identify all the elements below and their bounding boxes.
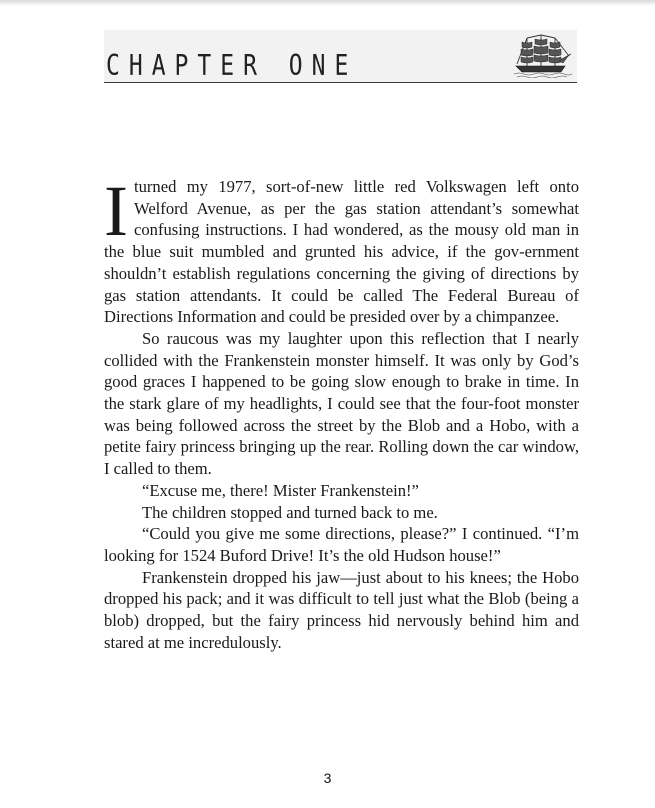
paragraph: Frankenstein dropped his jaw—just about to his knees; the Hobo dropped his pack; and it was difficult to tell just what the Blob (being a blob) dropped, but the fairy princess hid nervously behind him and stared at me incredulously.	[104, 567, 579, 652]
paragraph: “Could you give me some directions, please?” I continued. “I’m looking for 1524 Buford Drive! It’s the old Hudson house!”	[104, 524, 579, 565]
paragraph: So raucous was my laughter upon this reflection that I nearly collided with the Frankenstein monster himself. It was only by God’s good graces I happened to be going slow enough to brake in time. In the stark glare of my headlights, I could see that the four-foot monster was being followed across the street by the Blob and a Hobo, with a petite fairy princess bringing up the rear. Rolling down the car window, I called to them.	[104, 328, 579, 479]
paragraph	[104, 171, 579, 328]
paragraph-text: turned my 1977, sort-of-new little red Volkswagen left onto Welford Avenue, as per the gas station attendant’s somewhat confusing instructions. I had wondered, as the mousy old man in the blue suit mumbled and grunted his advice, if the gov-ernment shouldn’t establish regulations concerning the giving of directions by gas station attendants. It could be called The Federal Bureau of Directions Information and could be presided over by a chimpanzee.	[104, 177, 579, 327]
sailing-ship-icon	[513, 32, 573, 78]
chapter-body	[104, 171, 579, 653]
drop-cap: I	[104, 171, 128, 251]
paragraph: The children stopped and turned back to me.	[142, 502, 438, 522]
chapter-title: CHAPTER ONE	[106, 50, 358, 83]
page-number: 3	[323, 770, 332, 786]
page-top-shadow	[0, 0, 655, 6]
chapter-header	[104, 30, 577, 83]
paragraph: “Excuse me, there! Mister Frankenstein!”	[142, 480, 419, 500]
